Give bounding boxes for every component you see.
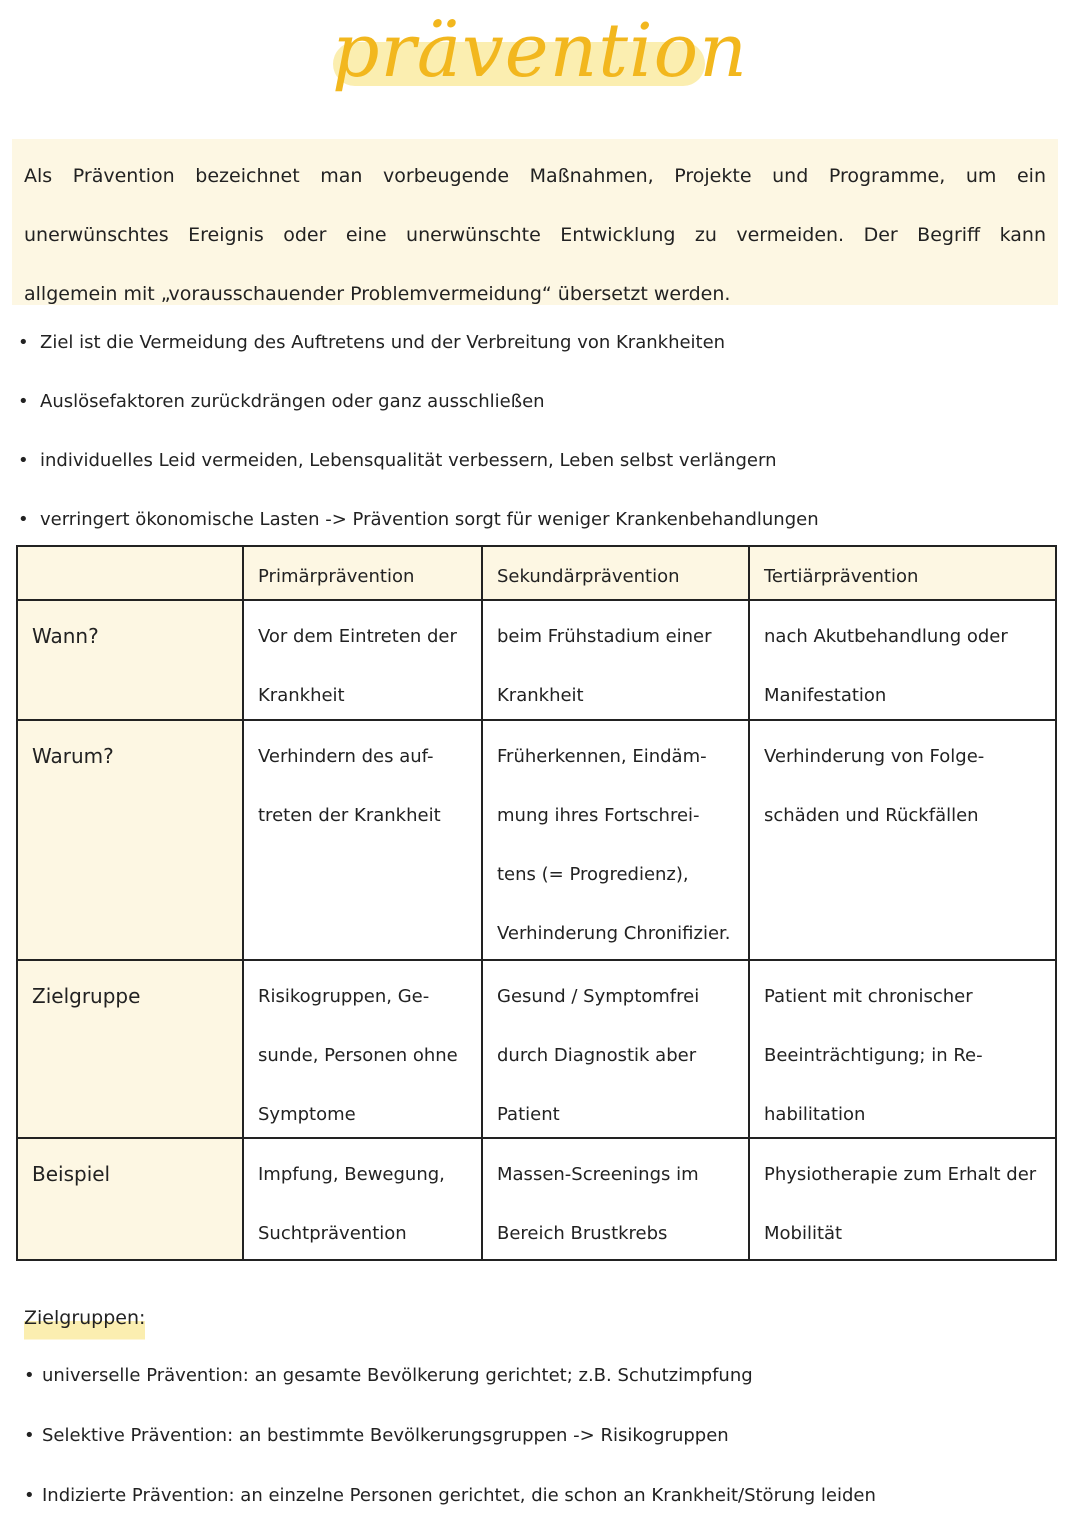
table-cell: Impfung, Bewegung, Suchtprävention xyxy=(244,1139,483,1259)
prevention-table xyxy=(16,545,1057,1261)
table-cell: Verhinderung von Folge-schäden und Rückfällen xyxy=(750,721,1055,961)
row-label: Beispiel xyxy=(18,1139,244,1259)
table-header: Primärprävention xyxy=(244,547,483,601)
bullet-list xyxy=(18,313,1038,549)
definition-line: allgemein mit „vorausschauender Problemvermeidung“ übersetzt werden. xyxy=(24,283,731,305)
table-cell: Physiotherapie zum Erhalt der Mobilität xyxy=(764,1164,1037,1244)
title-area xyxy=(0,0,1080,130)
list-item: • universelle Prävention: an gesamte Bevölkerung gerichtet; z.B. Schutzimpfung xyxy=(24,1346,1064,1406)
list-item: • Ziel ist die Vermeidung des Auftretens und der Verbreitung von Krankheiten xyxy=(18,313,1038,372)
row-label: Warum? xyxy=(18,721,244,961)
definition-box xyxy=(12,139,1058,305)
bullet-icon: • xyxy=(18,391,29,412)
table-header: Sekundärprävention xyxy=(483,547,750,601)
table-header: Tertiärprävention xyxy=(750,547,1055,601)
row-label: Zielgruppe xyxy=(18,961,244,1139)
bullet-icon: • xyxy=(18,450,29,471)
table-cell: Verhindern des auf-treten der Krankheit xyxy=(244,721,483,961)
bullet-icon: • xyxy=(24,1425,35,1446)
bullet-icon: • xyxy=(18,509,29,530)
list-item: • Indizierte Prävention: an einzelne Personen gerichtet, die schon an Krankheit/Störung leiden xyxy=(24,1466,1064,1526)
definition-line: Als Prävention bezeichnet man vorbeugende Maßnahmen, Projekte und Programme, um ein xyxy=(24,165,1046,187)
table-cell: Vor dem Eintreten der Krankheit xyxy=(244,601,483,721)
table-cell: beim Frühstadium einer Krankheit xyxy=(483,601,750,721)
zielgruppen-section xyxy=(24,1290,1064,1526)
list-item: • verringert ökonomische Lasten -> Prävention sorgt für weniger Krankenbehandlungen xyxy=(18,490,1038,549)
list-item: • Selektive Prävention: an bestimmte Bevölkerungsgruppen -> Risikogruppen xyxy=(24,1406,1064,1466)
section-heading: Zielgruppen: xyxy=(24,1290,145,1346)
definition-line: unerwünschtes Ereignis oder eine unerwünschte Entwicklung zu vermeiden. Der Begriff kann xyxy=(24,224,1046,246)
table-cell: Früherkennen, Eindäm-mung ihres Fortschrei-tens (= Progredienz), Verhinderung Chronifizier. xyxy=(483,721,750,961)
bullet-icon: • xyxy=(18,332,29,353)
table-cell: Risikogruppen, Ge-sunde, Personen ohne Symptome xyxy=(244,961,483,1139)
list-item: • Auslösefaktoren zurückdrängen oder ganz ausschließen xyxy=(18,372,1038,431)
bullet-icon: • xyxy=(24,1365,35,1386)
row-label: Wann? xyxy=(18,601,244,721)
table-cell: nach Akutbehandlung oder Manifestation xyxy=(750,601,1055,721)
table-cell: Massen-Screenings im Bereich Brustkrebs xyxy=(483,1139,750,1259)
table-cell: Patient mit chronischer Beeinträchtigung; in Re-habilitation xyxy=(750,961,1055,1139)
bullet-icon: • xyxy=(24,1485,35,1506)
table-header-empty xyxy=(18,547,244,601)
page-title: prävention xyxy=(332,8,748,94)
table-cell: Gesund / Symptomfrei durch Diagnostik aber Patient xyxy=(483,961,750,1139)
list-item: • individuelles Leid vermeiden, Lebensqualität verbessern, Leben selbst verlängern xyxy=(18,431,1038,490)
